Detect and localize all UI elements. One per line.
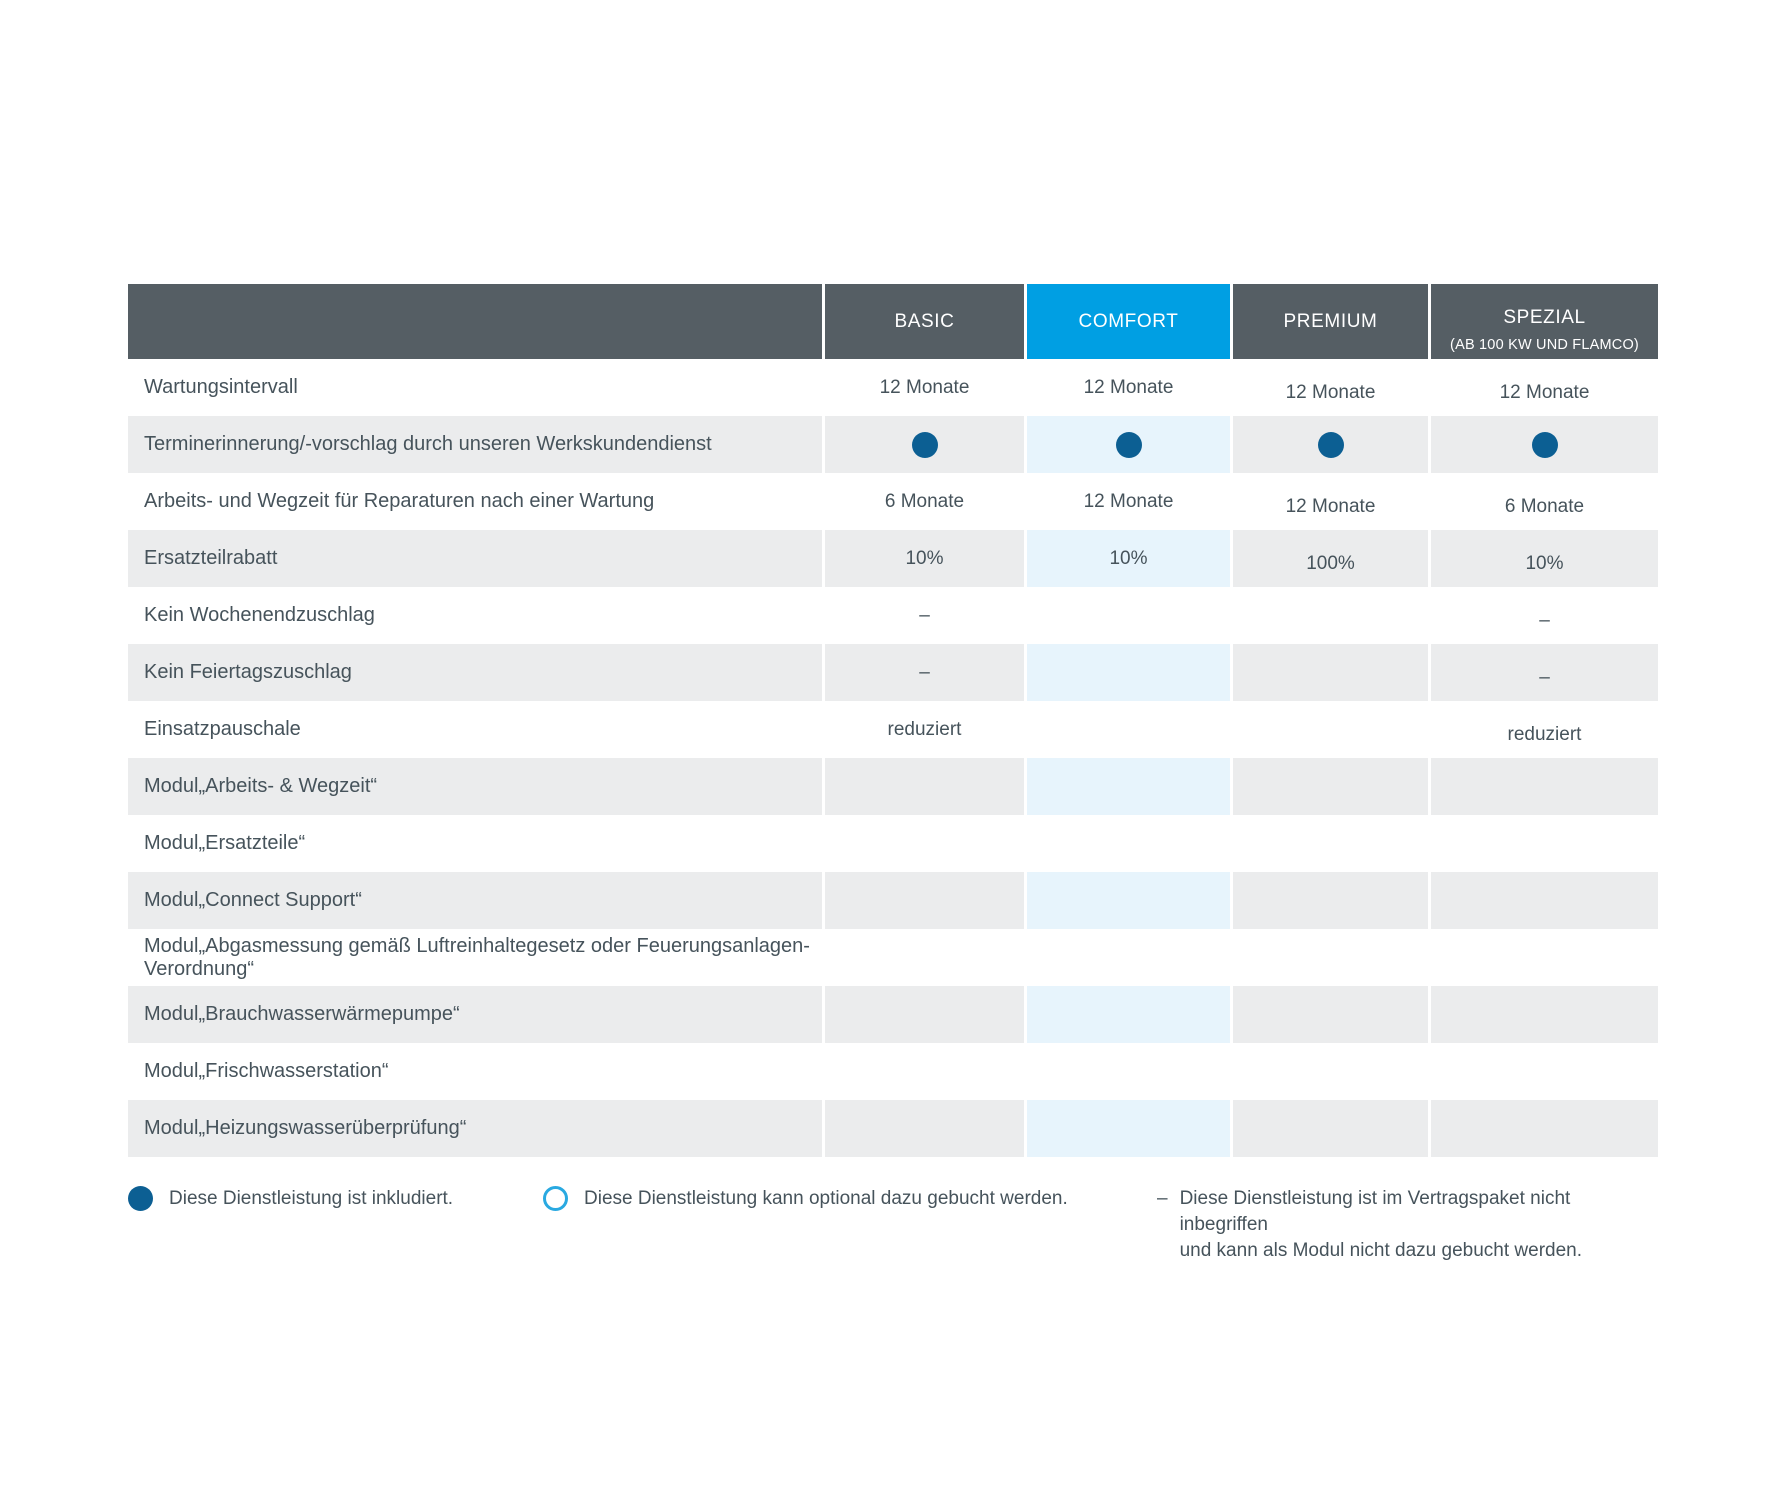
cell-premium bbox=[1233, 815, 1428, 872]
cell-comfort bbox=[1027, 758, 1230, 815]
included-dot-icon bbox=[912, 432, 938, 458]
table-row bbox=[128, 1100, 1658, 1157]
cell-value: 12 Monate bbox=[1083, 376, 1174, 398]
cell-comfort bbox=[1027, 929, 1230, 986]
row-label: Modul„Arbeits- & Wegzeit“ bbox=[128, 758, 822, 815]
cell-comfort bbox=[1027, 701, 1230, 758]
column-header-label: SPEZIAL bbox=[1503, 306, 1586, 328]
cell-spezial bbox=[1431, 530, 1658, 587]
cell-basic bbox=[825, 530, 1024, 587]
cell-comfort bbox=[1027, 815, 1230, 872]
legend-excluded-label bbox=[1180, 1186, 1660, 1264]
column-header-label: PREMIUM bbox=[1283, 310, 1378, 332]
table-row bbox=[128, 815, 1658, 872]
cell-premium bbox=[1233, 929, 1428, 986]
not-included-dash: – bbox=[1539, 666, 1550, 688]
cell-basic bbox=[825, 1043, 1024, 1100]
cell-basic bbox=[825, 416, 1024, 473]
column-header-blank bbox=[128, 284, 822, 359]
cell-spezial bbox=[1431, 359, 1658, 416]
cell-value: 10% bbox=[1109, 547, 1148, 569]
cell-premium bbox=[1233, 644, 1428, 701]
table-row bbox=[128, 1043, 1658, 1100]
cell-basic bbox=[825, 815, 1024, 872]
table-row bbox=[128, 872, 1658, 929]
cell-spezial bbox=[1431, 1043, 1658, 1100]
cell-premium bbox=[1233, 986, 1428, 1043]
cell-basic bbox=[825, 644, 1024, 701]
cell-basic bbox=[825, 359, 1024, 416]
cell-premium bbox=[1233, 530, 1428, 587]
legend-excluded-line2: und kann als Modul nicht dazu gebucht werden. bbox=[1179, 1240, 1583, 1261]
cell-value: 100% bbox=[1306, 552, 1355, 574]
table-row bbox=[128, 416, 1658, 473]
not-included-dash: – bbox=[919, 604, 930, 626]
cell-basic bbox=[825, 929, 1024, 986]
cell-value: 6 Monate bbox=[884, 490, 965, 512]
legend-item-optional bbox=[543, 1186, 1068, 1211]
cell-premium bbox=[1233, 1100, 1428, 1157]
cell-spezial bbox=[1431, 758, 1658, 815]
cell-comfort bbox=[1027, 473, 1230, 530]
cell-spezial bbox=[1431, 701, 1658, 758]
cell-comfort bbox=[1027, 359, 1230, 416]
row-label: Modul„Heizungswasserüberprüfung“ bbox=[128, 1100, 822, 1157]
table-body bbox=[128, 359, 1658, 1157]
cell-spezial bbox=[1431, 587, 1658, 644]
cell-value: 10% bbox=[1525, 552, 1564, 574]
cell-spezial bbox=[1431, 986, 1658, 1043]
row-label: Ersatzteilrabatt bbox=[128, 530, 822, 587]
table-row bbox=[128, 644, 1658, 701]
row-label: Modul„Brauchwasserwärmepumpe“ bbox=[128, 986, 822, 1043]
cell-basic bbox=[825, 701, 1024, 758]
cell-spezial bbox=[1431, 644, 1658, 701]
cell-premium bbox=[1233, 1043, 1428, 1100]
legend-item-excluded bbox=[1157, 1186, 1660, 1264]
legend-excluded-line1: Diese Dienstleistung ist im Vertragspaket nicht inbegriffen bbox=[1179, 1188, 1571, 1235]
legend-included-label: Diese Dienstleistung ist inkludiert. bbox=[169, 1188, 454, 1209]
cell-spezial bbox=[1431, 1100, 1658, 1157]
cell-spezial bbox=[1431, 473, 1658, 530]
cell-value: 10% bbox=[905, 547, 944, 569]
cell-value: 12 Monate bbox=[1285, 381, 1376, 403]
column-header-label: COMFORT bbox=[1078, 310, 1179, 332]
cell-value: 12 Monate bbox=[1499, 381, 1590, 403]
table-row bbox=[128, 587, 1658, 644]
cell-premium bbox=[1233, 758, 1428, 815]
table-header-row bbox=[128, 284, 1658, 359]
row-label: Modul„Abgasmessung gemäß Luftreinhaltegesetz oder Feuerungsanlagen-Verordnung“ bbox=[144, 934, 810, 980]
service-package-table bbox=[128, 284, 1658, 1157]
optional-circle-icon bbox=[543, 1186, 568, 1211]
cell-spezial bbox=[1431, 872, 1658, 929]
cell-value: 12 Monate bbox=[879, 376, 970, 398]
cell-value: 12 Monate bbox=[1285, 495, 1376, 517]
cell-spezial bbox=[1431, 815, 1658, 872]
row-label: Terminerinnerung/-vorschlag durch unseren Werkskundendienst bbox=[128, 416, 822, 473]
cell-premium bbox=[1233, 416, 1428, 473]
row-label: Modul„Frischwasserstation“ bbox=[144, 1060, 389, 1082]
row-label: Kein Feiertagszuschlag bbox=[128, 644, 822, 701]
row-label: Modul„Ersatzteile“ bbox=[144, 832, 306, 854]
legend-optional-label: Diese Dienstleistung kann optional dazu gebucht werden. bbox=[584, 1188, 1068, 1209]
column-header-subtitle: (AB 100 KW UND FLAMCO) bbox=[1450, 337, 1639, 353]
included-dot-icon bbox=[1116, 432, 1142, 458]
cell-value: 12 Monate bbox=[1083, 490, 1174, 512]
table-row bbox=[128, 473, 1658, 530]
cell-basic bbox=[825, 758, 1024, 815]
cell-comfort bbox=[1027, 644, 1230, 701]
included-dot-icon bbox=[1318, 432, 1344, 458]
row-label: Modul„Connect Support“ bbox=[128, 872, 822, 929]
table-row bbox=[128, 758, 1658, 815]
column-header-spezial bbox=[1431, 284, 1658, 359]
row-label: Arbeits- und Wegzeit für Reparaturen nach einer Wartung bbox=[144, 490, 655, 512]
cell-premium bbox=[1233, 473, 1428, 530]
included-dot-icon bbox=[1532, 432, 1558, 458]
included-dot-icon bbox=[128, 1186, 153, 1211]
table-row bbox=[128, 701, 1658, 758]
cell-spezial bbox=[1431, 416, 1658, 473]
cell-value: 6 Monate bbox=[1504, 495, 1585, 517]
cell-comfort bbox=[1027, 872, 1230, 929]
cell-spezial bbox=[1431, 929, 1658, 986]
table-row bbox=[128, 929, 1658, 986]
cell-basic bbox=[825, 872, 1024, 929]
row-label: Kein Wochenendzuschlag bbox=[144, 604, 375, 626]
cell-comfort bbox=[1027, 1100, 1230, 1157]
not-included-dash: – bbox=[1539, 609, 1550, 631]
legend-item-included bbox=[128, 1186, 453, 1211]
cell-basic bbox=[825, 587, 1024, 644]
cell-value: reduziert bbox=[887, 718, 962, 740]
cell-premium bbox=[1233, 359, 1428, 416]
column-header-basic bbox=[825, 284, 1024, 359]
cell-comfort bbox=[1027, 416, 1230, 473]
cell-comfort bbox=[1027, 530, 1230, 587]
row-label: Wartungsintervall bbox=[144, 376, 298, 398]
not-included-dash: – bbox=[919, 661, 930, 683]
excluded-dash-icon: – bbox=[1157, 1188, 1168, 1209]
column-header-premium bbox=[1233, 284, 1428, 359]
cell-comfort bbox=[1027, 1043, 1230, 1100]
cell-comfort bbox=[1027, 587, 1230, 644]
cell-value: reduziert bbox=[1507, 723, 1582, 745]
cell-basic bbox=[825, 986, 1024, 1043]
cell-basic bbox=[825, 1100, 1024, 1157]
cell-comfort bbox=[1027, 986, 1230, 1043]
table-row bbox=[128, 986, 1658, 1043]
cell-basic bbox=[825, 473, 1024, 530]
table-row bbox=[128, 359, 1658, 416]
column-header-comfort bbox=[1027, 284, 1230, 359]
cell-premium bbox=[1233, 872, 1428, 929]
cell-premium bbox=[1233, 701, 1428, 758]
cell-premium bbox=[1233, 587, 1428, 644]
column-header-label: BASIC bbox=[894, 310, 955, 332]
table-row bbox=[128, 530, 1658, 587]
row-label: Einsatzpauschale bbox=[144, 718, 301, 740]
